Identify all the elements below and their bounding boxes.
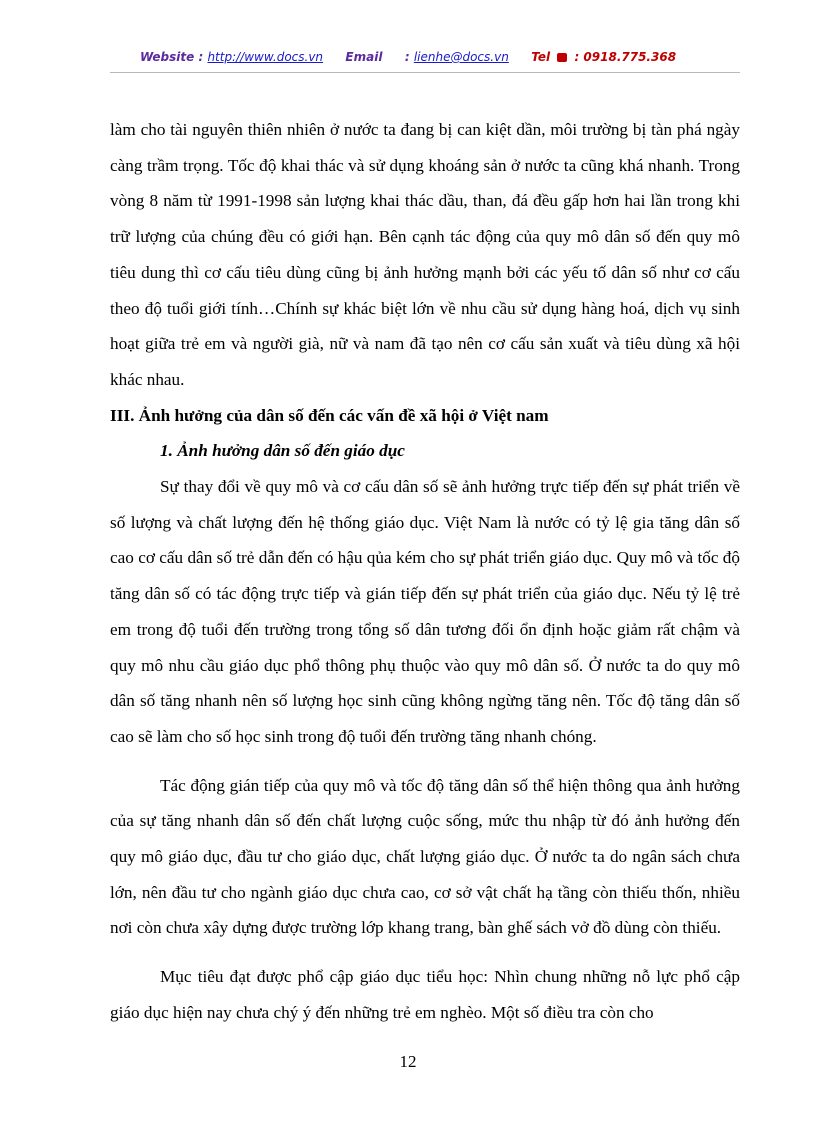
email-label: Email — [345, 50, 383, 64]
website-label: Website : — [139, 50, 204, 64]
phone-icon — [557, 53, 567, 62]
website-link[interactable]: http://www.docs.vn — [207, 50, 324, 64]
paragraph-2: Sự thay đổi về quy mô và cơ cấu dân số sẽ ảnh hưởng trực tiếp đến sự phát triển về số lượng và chất lượng đến hệ thống giáo dục. Việt Nam là nước có tỷ lệ gia tăng dân số cao cơ cấu dân số trẻ dẫn đến có hậu qủa kém cho sự phát triển giáo dục. Quy mô và tốc độ tăng dân số có tác động trực tiếp và gián tiếp đến sự phát triển của giáo dục. Nếu tỷ lệ trẻ em trong độ tuổi đến trường trong tổng số dân tương đối ổn định hoặc giảm rất chậm và quy mô nhu cầu giáo dục phổ thông phụ thuộc vào quy mô dân số. Ở nước ta do quy mô dân số tăng nhanh nên số lượng học sinh cũng không ngừng tăng nên. Tốc độ tăng dân số cao sẽ làm cho số học sinh trong độ tuổi đến trường tăng nhanh chóng. — [110, 477, 740, 746]
paragraph-1: làm cho tài nguyên thiên nhiên ở nước ta đang bị can kiệt dần, môi trường bị tàn phá ngày càng trầm trọng. Tốc độ khai thác và sử dụng khoáng sản ở nước ta cũng khá nhanh. Trong vòng 8 năm từ 1991-1998 sản lượng khai thác dầu, than, đá đều gấp hơn hai lần trong khi trữ lượng của chúng đều có giới hạn. Bên cạnh tác động của quy mô dân số đến quy mô tiêu dung thì cơ cấu tiêu dùng cũng bị ảnh hưởng mạnh bởi các yếu tố dân số như cơ cấu theo độ tuổi giới tính…Chính sự khác biệt lớn về nhu cầu sử dụng hàng hoá, dịch vụ sinh hoạt giữa trẻ em và người già, nữ và nam đã tạo nên cơ cấu sản xuất và tiêu dùng xã hội khác nhau. — [110, 120, 740, 389]
page-number: 12 — [399, 1052, 417, 1071]
tel-value: : 0918.775.368 — [574, 50, 677, 64]
header-divider — [110, 72, 740, 73]
email-link[interactable]: lienhe@docs.vn — [413, 50, 509, 64]
email-separator: : — [404, 50, 410, 64]
paragraph-4: Mục tiêu đạt được phổ cập giáo dục tiểu học: Nhìn chung những nỗ lực phổ cập giáo dục hiện nay chưa chý ý đến những trẻ em nghèo. Một số điều tra còn cho — [110, 967, 740, 1022]
document-body — [110, 112, 740, 1031]
paragraph-3: Tác động gián tiếp của quy mô và tốc độ tăng dân số thể hiện thông qua ảnh hưởng của sự tăng nhanh dân số đến chất lượng cuộc sống, mức thu nhập từ đó ảnh hưởng đến quy mô giáo dục, đầu tư cho giáo dục, chất lượng giáo dục. Ở nước ta do ngân sách chưa lớn, nên đầu tư cho ngành giáo dục chưa cao, cơ sở vật chất hạ tầng còn thiếu thốn, nhiều nơi còn chưa xây dựng được trường lớp khang trang, bàn ghế sách vở đồ dùng còn thiếu. — [110, 775, 740, 938]
page-header — [0, 50, 816, 64]
subsection-heading: 1. Ảnh hưởng dân số đến giáo dục — [160, 441, 405, 461]
section-heading: III. Ảnh hưởng của dân số đến các vấn đề xã hội ở Việt nam — [110, 405, 549, 425]
tel-label: Tel — [531, 50, 551, 64]
